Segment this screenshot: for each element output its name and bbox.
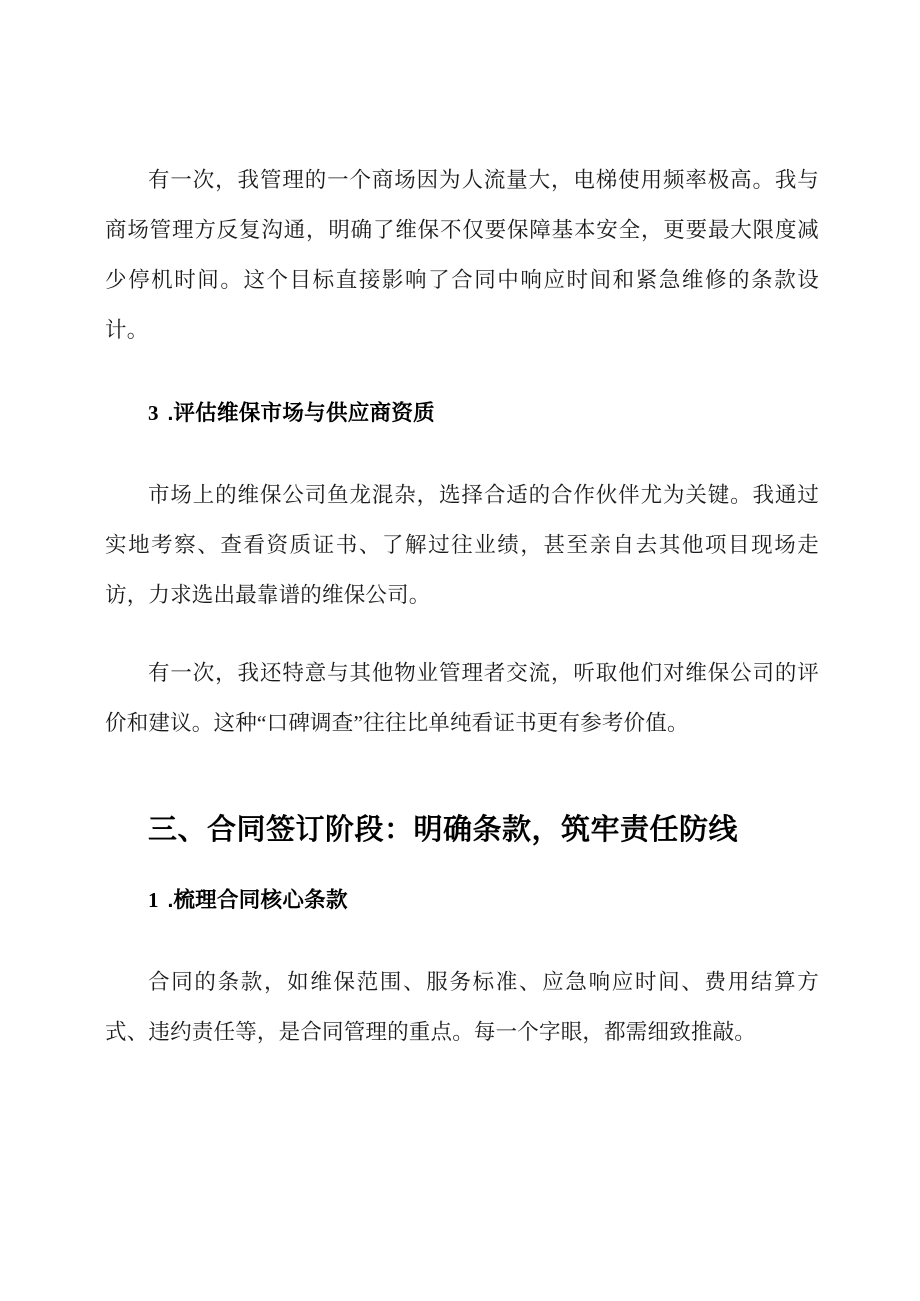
paragraph-word-of-mouth: 有一次，我还特意与其他物业管理者交流，听取他们对维保公司的评价和建议。这种“口碑调查”往往比单纯看证书更有参考价值。 bbox=[105, 661, 819, 735]
subheading-dot: . bbox=[167, 889, 174, 912]
spacer-after-subheading-1 bbox=[105, 923, 819, 957]
spacer-between-paragraphs bbox=[105, 624, 819, 648]
paragraph-elevator-usage: 有一次，我管理的一个商场因为人流量大，电梯使用频率极高。我与商场管理方反复沟通，明确了维保不仅要保障基本安全，更要最大限度减少停机时间。这个目标直接影响了合同中响应时间和紧急维修的条款设计。 bbox=[105, 168, 819, 342]
spacer-after-section-heading bbox=[105, 850, 819, 880]
subheading-number: 3 bbox=[148, 401, 159, 425]
subheading-title: 评估维保市场与供应商资质 bbox=[173, 401, 435, 426]
paragraph-market-survey: 市场上的维保公司鱼龙混杂，选择合适的合作伙伴尤为关键。我通过实地考察、查看资质证书、了解过往业绩，甚至亲自去其他项目现场走访，力求选出最靠谱的维保公司。 bbox=[105, 483, 819, 607]
spacer-after-subheading-3 bbox=[105, 436, 819, 470]
subheading-dot: . bbox=[167, 402, 174, 425]
spacer-before-subheading-3 bbox=[105, 359, 819, 393]
subheading-3-evaluate-market bbox=[105, 393, 819, 436]
section-heading-contract-signing: 三、合同签订阶段：明确条款，筑牢责任防线 bbox=[148, 812, 739, 846]
subheading-1-core-clauses bbox=[105, 880, 819, 923]
spacer-before-section-heading bbox=[105, 752, 819, 808]
subheading-number: 1 bbox=[148, 888, 159, 912]
paragraph-contract-clauses: 合同的条款，如维保范围、服务标准、应急响应时间、费用结算方式、违约责任等，是合同管理的重点。每一个字眼，都需细致推敲。 bbox=[105, 970, 819, 1044]
document-content bbox=[105, 155, 819, 1061]
subheading-title: 梳理合同核心条款 bbox=[173, 888, 348, 913]
